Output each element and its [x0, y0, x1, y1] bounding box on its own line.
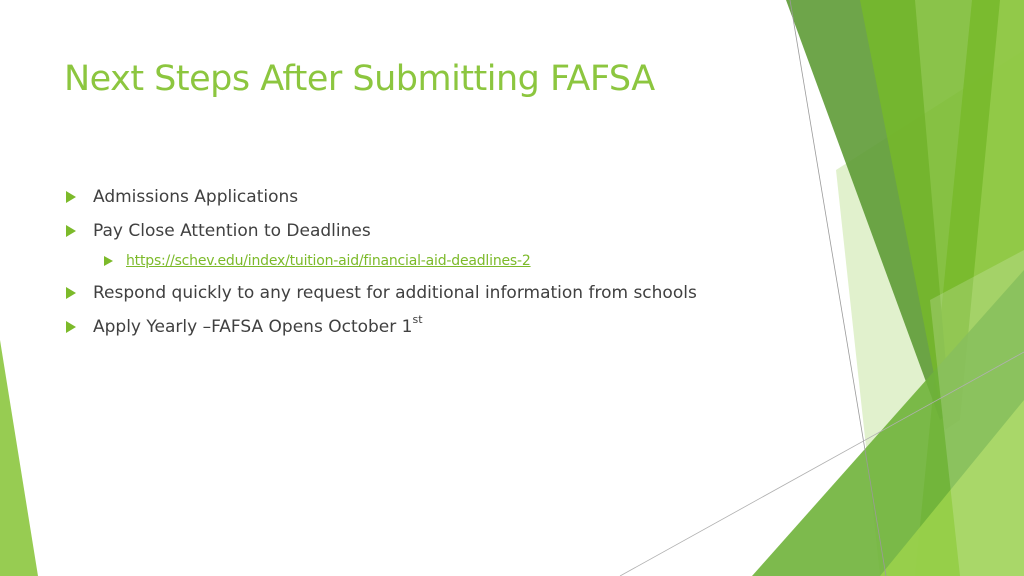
ordinal-suffix: st [412, 313, 423, 327]
bullet-item-apply-yearly [66, 313, 766, 347]
triangle-right-icon [66, 225, 76, 237]
sub-bullet-item-link [104, 248, 766, 279]
bullet-text: Admissions Applications [93, 187, 299, 207]
slide-title: Next Steps After Submitting FAFSA [64, 59, 655, 99]
bullet-text: Respond quickly to any request for additional information from schools [93, 283, 697, 303]
bullet-item-admissions [66, 183, 766, 217]
bullet-item-respond [66, 279, 766, 313]
triangle-right-icon [66, 191, 76, 203]
bullet-list [66, 183, 766, 347]
triangle-right-icon [66, 287, 76, 299]
bullet-text: Apply Yearly –FAFSA Opens October 1 [93, 317, 413, 337]
deadlines-link[interactable]: https://schev.edu/index/tuition-aid/financial-aid-deadlines-2 [126, 253, 531, 269]
triangle-right-icon [104, 256, 113, 266]
bullet-text: Pay Close Attention to Deadlines [93, 221, 371, 241]
left-edge-shape [0, 340, 38, 576]
bullet-text-wrapper [93, 313, 423, 341]
triangle-right-icon [66, 321, 76, 333]
bullet-item-deadlines [66, 217, 766, 251]
